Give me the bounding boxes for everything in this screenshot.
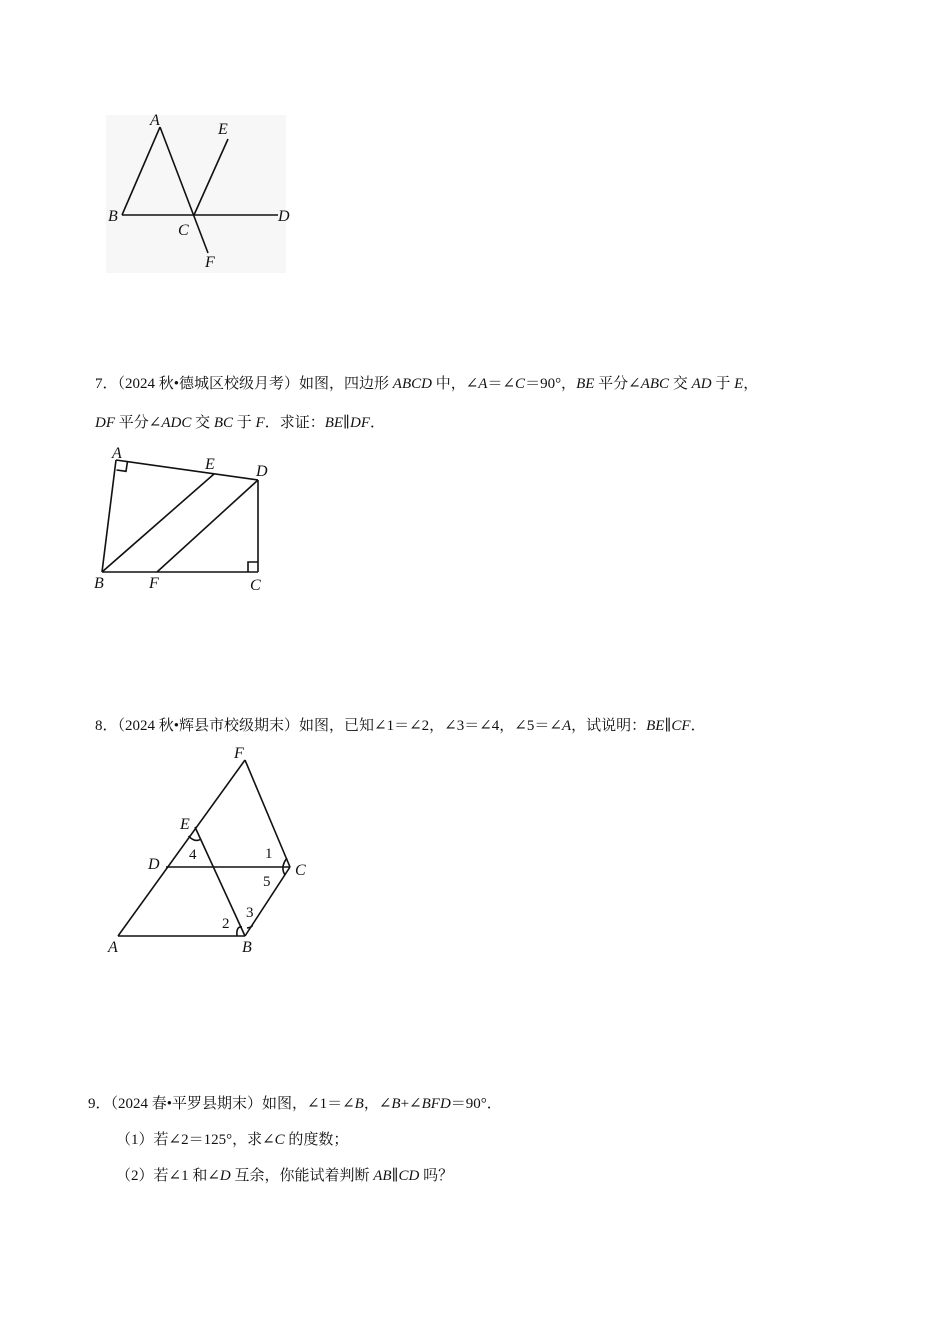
label-c: C bbox=[295, 862, 306, 879]
text-var: BE bbox=[646, 718, 665, 734]
right-angle-mark-c bbox=[248, 562, 258, 572]
label-f: F bbox=[149, 575, 159, 592]
label-d: D bbox=[278, 208, 290, 225]
text: ． bbox=[369, 415, 385, 431]
label-d: D bbox=[148, 856, 160, 873]
text: ，试说明： bbox=[571, 718, 647, 734]
segment-ab bbox=[102, 460, 116, 572]
text: +∠ bbox=[400, 1096, 422, 1112]
text: ＝∠ bbox=[487, 376, 516, 392]
segment-be bbox=[102, 474, 214, 572]
text: ∥ bbox=[664, 718, 672, 734]
figure-problem-7 bbox=[88, 440, 278, 600]
angle-mark-3 bbox=[247, 925, 252, 928]
text-var: C bbox=[515, 376, 526, 392]
text: 如图，四边形 bbox=[299, 376, 393, 392]
problem-8-number: 8． bbox=[95, 718, 118, 734]
text: ∥ bbox=[391, 1168, 399, 1184]
text: ＝90°， bbox=[525, 376, 577, 392]
text: 平分∠ bbox=[115, 415, 162, 431]
text-var: AD bbox=[691, 376, 712, 392]
text-var: F bbox=[255, 415, 265, 431]
text-var: A bbox=[478, 376, 488, 392]
problem-9-source: （2024 春•平罗县期末） bbox=[110, 1096, 263, 1112]
text-var: AB bbox=[373, 1168, 392, 1184]
text-var: BFD bbox=[421, 1096, 451, 1112]
text-var: ABC bbox=[640, 376, 670, 392]
text-var: CF bbox=[671, 718, 691, 734]
label-c: C bbox=[250, 577, 261, 594]
label-a: A bbox=[150, 112, 160, 129]
label-angle-2: 2 bbox=[222, 916, 230, 932]
text: 交 bbox=[191, 415, 214, 431]
label-a: A bbox=[112, 445, 122, 462]
label-b: B bbox=[242, 939, 252, 956]
label-b: B bbox=[108, 208, 118, 225]
label-a: A bbox=[108, 939, 118, 956]
label-f: F bbox=[234, 745, 244, 762]
text: ．求证： bbox=[264, 415, 325, 431]
figure-angle-lines bbox=[100, 105, 300, 280]
text-var: A bbox=[561, 718, 572, 734]
problem-7-line-2 bbox=[95, 413, 385, 433]
figure-background bbox=[106, 115, 286, 273]
text: 的度数； bbox=[284, 1132, 349, 1148]
text: 中，∠ bbox=[431, 376, 479, 392]
text: （2）若∠1 和∠ bbox=[116, 1168, 220, 1184]
text-var: C bbox=[274, 1132, 285, 1148]
problem-8-source: （2024 秋•辉县市校级期末） bbox=[117, 718, 300, 734]
segment-eb bbox=[195, 827, 245, 936]
text-var: B bbox=[391, 1096, 401, 1112]
text: ∥ bbox=[343, 415, 350, 431]
text: 互余，你能试着判断 bbox=[230, 1168, 374, 1184]
right-angle-mark-a bbox=[117, 462, 128, 472]
figure-problem-8 bbox=[100, 742, 330, 962]
label-d: D bbox=[256, 463, 268, 480]
text-var: DF bbox=[349, 415, 370, 431]
problem-9-number: 9． bbox=[88, 1096, 111, 1112]
problem-7-source: （2024 秋•德城区校级月考） bbox=[117, 376, 300, 392]
text: ， bbox=[743, 376, 759, 392]
label-angle-5: 5 bbox=[263, 874, 271, 890]
text-var: CD bbox=[398, 1168, 420, 1184]
segment-fa bbox=[118, 760, 245, 936]
problem-9-sub-2 bbox=[116, 1166, 453, 1186]
text-var: ADC bbox=[161, 415, 192, 431]
label-e: E bbox=[218, 121, 228, 138]
label-b: B bbox=[94, 575, 104, 592]
segment-df bbox=[157, 480, 258, 572]
text: ＝90°． bbox=[450, 1096, 502, 1112]
text: 如图，∠1＝∠ bbox=[262, 1096, 355, 1112]
text: ． bbox=[690, 718, 706, 734]
text: 吗？ bbox=[419, 1168, 454, 1184]
label-e: E bbox=[205, 456, 215, 473]
label-angle-3: 3 bbox=[246, 905, 254, 921]
text: 如图，已知∠1＝∠2，∠3＝∠4，∠5＝∠ bbox=[299, 718, 562, 734]
text-var: DF bbox=[95, 415, 115, 431]
problem-9-sub-1 bbox=[116, 1130, 348, 1150]
label-f: F bbox=[205, 254, 215, 271]
text-var: B bbox=[354, 1096, 364, 1112]
label-c: C bbox=[178, 222, 189, 239]
problem-8-line-1 bbox=[95, 716, 706, 736]
segment-ad bbox=[116, 460, 258, 480]
label-e: E bbox=[180, 816, 190, 833]
text-var: ABCD bbox=[392, 376, 432, 392]
text: 于 bbox=[233, 415, 256, 431]
text-var: BE bbox=[324, 415, 344, 431]
problem-7-line-1 bbox=[95, 374, 758, 394]
text-var: D bbox=[219, 1168, 231, 1184]
text: 于 bbox=[711, 376, 735, 392]
text: 交 bbox=[669, 376, 692, 392]
text: （1）若∠2＝125°，求∠ bbox=[116, 1132, 275, 1148]
text-var: BE bbox=[576, 376, 595, 392]
text-var: E bbox=[734, 376, 744, 392]
label-angle-4: 4 bbox=[189, 847, 197, 863]
text: 平分∠ bbox=[594, 376, 641, 392]
label-angle-1: 1 bbox=[265, 846, 273, 862]
text-var: BC bbox=[213, 415, 234, 431]
problem-9-line-1 bbox=[88, 1094, 502, 1114]
problem-7-number: 7． bbox=[95, 376, 118, 392]
text: ，∠ bbox=[363, 1096, 392, 1112]
